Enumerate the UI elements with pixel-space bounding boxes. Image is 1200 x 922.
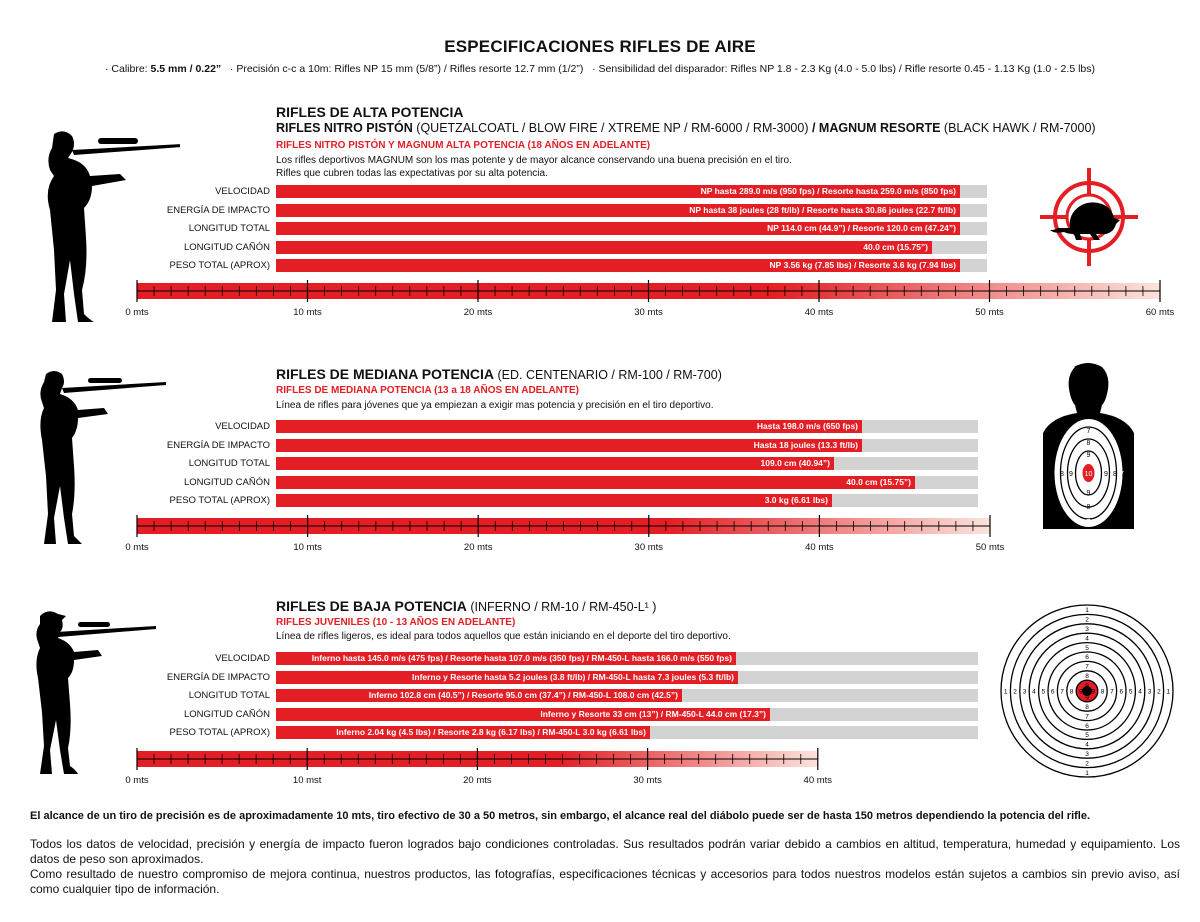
scale-label: 0 mts [125, 775, 149, 786]
target-ring-number: 6 [1085, 722, 1089, 730]
target-ring-number: 5 [1085, 644, 1089, 652]
scale-label: 20 mts [463, 775, 492, 786]
spec-bar-track [276, 476, 978, 489]
section-2-title-bold: RIFLES DE MEDIANA POTENCIA [276, 366, 495, 382]
target-ring-number: 5 [1085, 732, 1089, 740]
target-ring-number: 5 [1128, 688, 1133, 696]
scale-label: 10 mst [292, 775, 322, 786]
spec-bar-track [276, 708, 978, 721]
spec-bar-value: Inferno y Resorte 33 cm (13”) / RM-450-L 44.0 cm (17.3”) [540, 708, 766, 719]
spec-trigger-label: · Sensibilidad del disparador: [592, 63, 728, 75]
target-ring-number: 2 [1013, 688, 1017, 696]
row-label: VELOCIDAD [215, 186, 270, 197]
spec-bar-value: Hasta 198.0 m/s (650 fps) [756, 421, 858, 431]
row-label: VELOCIDAD [215, 653, 270, 664]
silhouette-ring-left-8: 8 [1060, 471, 1064, 478]
spec-bar-track [276, 222, 987, 235]
target-ring-number: 3 [1085, 626, 1089, 633]
spec-bar-value: NP hasta 289.0 m/s (950 fps) / Resorte hasta 259.0 m/s (850 fps) [700, 186, 956, 196]
scale-label: 40 mts [805, 542, 834, 553]
spec-bar-value: 40.0 cm (15.75”) [863, 241, 928, 252]
target-ring-number: 9 [1091, 688, 1095, 696]
spec-bar-track [276, 241, 987, 254]
spec-bar-fill [276, 476, 915, 489]
rat-target-icon [1040, 168, 1138, 266]
silhouette-ring-top-7: 7 [1086, 428, 1091, 435]
row-label: LONGITUD CAÑÓN [183, 708, 270, 720]
scale-label: 60 mts [1145, 307, 1175, 318]
section-2-title-models: (ED. CENTENARIO / RM-100 / RM-700) [494, 368, 722, 382]
section-1-sub-bold1: RIFLES NITRO PISTÓN [276, 121, 413, 135]
silhouette-ring-center: 10 [1084, 471, 1093, 478]
section-3-title-bold: RIFLES DE BAJA POTENCIA [276, 598, 467, 614]
section-1-sub-bold2: / MAGNUM RESORTE [811, 121, 941, 135]
scale-label: 20 mts [463, 542, 493, 553]
spec-bar-track [276, 689, 978, 702]
row-label: LONGITUD CAÑÓN [183, 476, 270, 488]
target-ring-number: 4 [1032, 688, 1036, 696]
section-1-subtitle [276, 121, 1096, 135]
spec-calibre-value: 5.5 mm / 0.22” [150, 63, 222, 75]
spec-bar-value: Inferno hasta 145.0 m/s (475 fps) / Resorte hasta 107.0 m/s (350 fps) / RM-450-L hasta 166.0 m/s (550 fps) [311, 653, 732, 663]
spec-bar-track [276, 671, 978, 684]
target-ring-number: 6 [1050, 688, 1055, 696]
spec-bar-track [276, 726, 978, 739]
section-3-distance-scale [137, 748, 821, 768]
spec-bar-value: NP 3.56 kg (7.85 lbs) / Resorte 3.6 kg (7.94 lbs) [769, 260, 956, 270]
target-ring-number: 3 [1022, 688, 1027, 696]
section-1-desc-1: Los rifles deportivos MAGNUM son los mas potente y de mayor alcance conservando una buena precisión en el tiro. [276, 155, 792, 166]
target-ring-number: 8 [1100, 688, 1105, 696]
section-1-title: RIFLES DE ALTA POTENCIA [276, 104, 464, 120]
target-ring-number: 9 [1079, 688, 1083, 696]
spec-bar-fill [276, 241, 932, 254]
spec-bar-track [276, 439, 978, 452]
target-ring-number: 7 [1060, 688, 1064, 696]
spec-precision-value: Rifles NP 15 mm (5/8”) / Rifles resorte 12.7 mm (1/2”) [334, 63, 584, 75]
section-2-title [276, 366, 722, 382]
spec-bar-track [276, 420, 978, 433]
row-label: LONGITUD TOTAL [188, 690, 270, 701]
scale-label: 50 mts [975, 542, 1005, 553]
section-2-age-note: RIFLES DE MEDIANA POTENCIA (13 a 18 AÑOS EN ADELANTE) [276, 385, 579, 396]
spec-bar-value: 3.0 kg (6.61 lbs) [764, 495, 828, 505]
scale-label: 30 mts [634, 307, 663, 318]
spec-bar-fill [276, 457, 834, 470]
spec-bar-track [276, 457, 978, 470]
spec-bar-track [276, 652, 978, 665]
section-3-title [276, 598, 656, 614]
target-ring-number: 9 [1085, 694, 1089, 702]
silhouette-ring-bottom-9: 9 [1086, 490, 1091, 497]
row-label: ENERGÍA DE IMPACTO [166, 671, 270, 683]
scale-label: 30 mts [633, 775, 662, 786]
row-label: PESO TOTAL (APROX) [169, 495, 270, 506]
spec-bar-fill [276, 494, 832, 507]
scale-label: 0 mts [125, 542, 149, 553]
row-label: LONGITUD TOTAL [188, 458, 270, 469]
target-ring-number: 2 [1085, 616, 1089, 624]
spec-bar-value: Inferno 2.04 kg (4.5 lbs) / Resorte 2.8 kg (6.17 lbs) / RM-450-L 3.0 kg (6.61 lbs) [336, 727, 646, 737]
spec-bar-track [276, 204, 987, 217]
silhouette-ring-right-7: 7 [1120, 471, 1124, 478]
target-ring-number: 8 [1085, 673, 1089, 680]
target-ring-number: 2 [1157, 688, 1161, 696]
spec-bar-value: NP hasta 38 joules (28 ft/lb) / Resorte hasta 30.86 joules (22.7 ft/lb) [689, 204, 956, 215]
scale-label: 10 mts [293, 307, 322, 318]
spec-bar-value: 40.0 cm (15.75”) [846, 476, 911, 487]
target-ring-number: 4 [1085, 741, 1089, 749]
target-ring-number: 1 [1166, 688, 1171, 696]
range-note: El alcance de un tiro de precisión es de aproximadamente 10 mts, tiro efectivo de 30 a 50 metros, sin embargo, el alcance real del diábolo puede ser de hasta 150 metros dependiendo la potencia del rifle. [30, 810, 1091, 822]
row-label: PESO TOTAL (APROX) [169, 260, 270, 271]
silhouette-ring-left-9: 9 [1069, 471, 1073, 478]
silhouette-ring-right-8: 8 [1113, 471, 1117, 478]
silhouette-ring-bottom-8: 8 [1086, 504, 1091, 511]
spec-bar-track [276, 259, 987, 272]
row-label: LONGITUD CAÑÓN [183, 241, 270, 253]
silhouette-target-icon [1040, 363, 1137, 531]
spec-bar-value: Hasta 18 joules (13.3 ft/lb) [753, 439, 858, 450]
scale-label: 10 mts [293, 542, 322, 553]
spec-line [0, 63, 1200, 75]
target-ring-number: 1 [1085, 769, 1089, 777]
spec-bar-track [276, 185, 987, 198]
section-1-sub-norm1: (QUETZALCOATL / BLOW FIRE / XTREME NP / RM-6000 / RM-3000) [412, 121, 812, 135]
target-ring-number: 4 [1085, 635, 1089, 643]
spec-bar-value: Inferno 102.8 cm (40.5”) / Resorte 95.0 cm (37.4”) / RM-450-L 108.0 cm (42.5”) [368, 690, 678, 700]
spec-bar-track [276, 494, 978, 507]
page-title: ESPECIFICACIONES RIFLES DE AIRE [444, 37, 756, 56]
spec-trigger-value: Rifles NP 1.8 - 2.3 Kg (4.0 - 5.0 lbs) / Rifle resorte 0.45 - 1.13 Kg (1.0 - 2.5 lbs) [730, 63, 1095, 75]
section-1-age-note: RIFLES NITRO PISTÓN Y MAGNUM ALTA POTENCIA (18 AÑOS EN ADELANTE) [276, 140, 651, 151]
row-label: PESO TOTAL (APROX) [169, 727, 270, 738]
section-1-sub-norm2: (BLACK HAWK / RM-7000) [940, 121, 1096, 135]
silhouette-ring-right-9: 9 [1104, 471, 1108, 478]
spec-bar-value: 109.0 cm (40.94”) [760, 458, 830, 468]
scale-label: 0 mts [125, 307, 149, 318]
scale-label: 20 mts [463, 307, 493, 318]
disclaimer-changes: Como resultado de nuestro compromiso de mejora continua, nuestros productos, las fotografías, especificaciones técnicas y accesorios para todos nuestros modelos están sujetos a cambios sin previo aviso, así como cualquier tipo de información. [30, 867, 1180, 896]
round-target-icon [1000, 604, 1174, 778]
target-ring-number: 3 [1147, 688, 1152, 696]
silhouette-ring-bottom-7: 7 [1086, 519, 1091, 526]
section-2-distance-scale [137, 515, 991, 535]
section-1-distance-scale [137, 280, 1161, 300]
section-3-desc-1: Línea de rifles ligeros, es ideal para todos aquellos que están iniciando en el deporte del tiro deportivo. [276, 631, 731, 642]
scale-label: 40 mts [803, 775, 833, 786]
scale-label: 40 mts [804, 307, 834, 318]
silhouette-ring-left-7: 7 [1054, 471, 1058, 478]
disclaimer-conditions: Todos los datos de velocidad, precisión y energía de impacto fueron logrados bajo condiciones controladas. Sus resultados podrán variar debido a cambios en altitud, temperatura, humedad y equipamiento. Los datos de peso son aproximados. [30, 837, 1180, 866]
target-ring-number: 6 [1085, 654, 1089, 662]
section-2-desc-1: Línea de rifles para jóvenes que ya empiezan a exigir mas potencia y precisión en el tiro deportivo. [276, 400, 714, 411]
target-ring-number: 8 [1085, 704, 1089, 711]
target-ring-number: 1 [1003, 688, 1008, 696]
section-3-title-models: (INFERNO / RM-10 / RM-450-L¹ ) [466, 600, 657, 614]
target-ring-number: 7 [1110, 688, 1114, 696]
target-ring-number: 8 [1069, 688, 1074, 696]
target-ring-number: 5 [1041, 688, 1046, 696]
target-ring-number: 4 [1138, 688, 1142, 696]
row-label: LONGITUD TOTAL [188, 223, 270, 234]
row-label: ENERGÍA DE IMPACTO [166, 204, 270, 216]
section-3-age-note: RIFLES JUVENILES (10 - 13 AÑOS EN ADELANTE) [276, 617, 516, 628]
row-label: VELOCIDAD [215, 421, 270, 432]
target-ring-number: 6 [1119, 688, 1124, 696]
silhouette-ring-top-8: 8 [1086, 440, 1091, 447]
spec-calibre-label: · Calibre: [105, 63, 148, 75]
target-ring-number: 9 [1085, 682, 1089, 690]
spec-bar-value: NP 114.0 cm (44.9”) / Resorte 120.0 cm (47.24”) [767, 223, 956, 233]
target-ring-number: 7 [1085, 663, 1089, 671]
target-ring-number: 2 [1085, 760, 1089, 768]
target-ring-number: 3 [1085, 751, 1089, 758]
section-1-desc-2: Rifles que cubren todas las expectativas por su alta potencia. [276, 168, 548, 179]
spec-precision-label: · Precisión c-c a 10m: [229, 63, 332, 75]
target-ring-number: 1 [1085, 607, 1089, 615]
spec-bar-value: Inferno y Resorte hasta 5.2 joules (3.8 ft/lb) / RM-450-L hasta 7.3 joules (5.3 ft/lb) [412, 671, 734, 682]
target-ring-number: 7 [1085, 713, 1089, 721]
scale-label: 50 mts [975, 307, 1004, 318]
scale-label: 30 mts [634, 542, 664, 553]
silhouette-ring-top-9: 9 [1086, 452, 1091, 459]
row-label: ENERGÍA DE IMPACTO [166, 439, 270, 451]
